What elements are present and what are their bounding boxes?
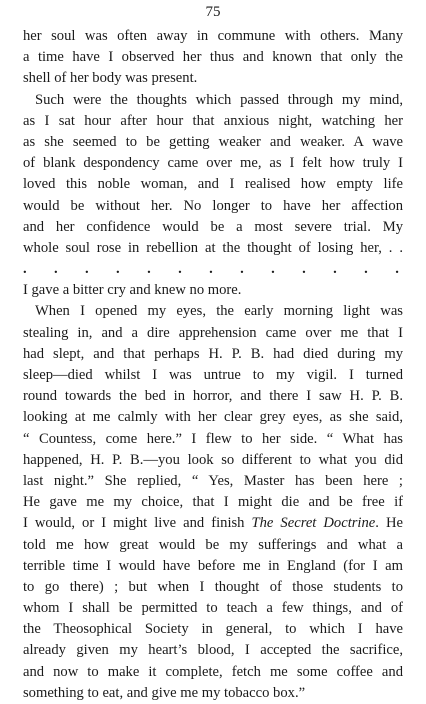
text-line: loved this noble woman, and I realised how empty life	[23, 176, 403, 193]
text-line: a time have I observed her thus and known that only the	[23, 49, 403, 66]
ellipsis-dot: .	[364, 261, 368, 278]
text-line: shell of her body was present.	[23, 70, 198, 87]
text-span: . He	[375, 515, 403, 532]
text-line: terrible time I would have before me in England (for I am	[23, 557, 403, 574]
ellipsis-dot: .	[54, 261, 58, 278]
ellipsis-dot: .	[271, 261, 275, 278]
text-line: to go there) ; but when I thought of those students to	[23, 578, 403, 595]
ellipsis-dot: .	[395, 261, 399, 278]
text-line: Such were the thoughts which passed through my mind,	[35, 91, 403, 108]
page-number: 75	[205, 4, 221, 20]
text-line: as I sat hour after hour that anxious night, watching her	[23, 112, 403, 129]
text-line: something to eat, and give me my tobacco box.”	[23, 684, 306, 701]
text-line: and her confidence would be a most severe trial. My	[23, 218, 403, 235]
book-title: The Secret Doctrine	[251, 515, 376, 532]
text-line: the Theosophical Society in general, to which I have	[23, 621, 403, 638]
text-line: When I opened my eyes, the early morning light was	[35, 303, 403, 320]
text-line: of blank despondency came over me, as I felt how truly I	[23, 155, 403, 172]
ellipsis-row	[23, 259, 403, 280]
text-line: told me how great would be my sufferings and what a	[23, 536, 403, 553]
ellipsis-dot: .	[333, 261, 337, 278]
text-line: already given my heart’s blood, I accepted the sacrifice,	[23, 642, 403, 659]
text-line: whole soul rose in rebellion at the thought of losing her, . .	[23, 239, 403, 256]
text-line: looking at me calmly with her clear grey eyes, as she said,	[23, 409, 403, 426]
text-line: stealing in, and a dire apprehension came over me that I	[23, 324, 403, 341]
text-line-with-title	[23, 513, 403, 534]
text-line: had slept, and that perhaps H. P. B. had died during my	[23, 345, 403, 362]
text-line: round towards the bed in horror, and there I saw H. P. B.	[23, 388, 403, 405]
text-line: last night.” She replied, “ Yes, Master has been here ;	[23, 472, 403, 489]
ellipsis-dot: .	[302, 261, 306, 278]
text-line: as she seemed to be getting weaker and weaker. A wave	[23, 133, 403, 150]
ellipsis-dot: .	[23, 261, 27, 278]
text-line: whom I shall be permitted to teach a few things, and of	[23, 600, 403, 617]
body-text	[23, 26, 403, 704]
ellipsis-dot: .	[85, 261, 89, 278]
text-line: happened, H. P. B.—you look so different to what you did	[23, 451, 403, 468]
text-span: I would, or I might live and finish	[23, 515, 245, 532]
text-line: “ Countess, come here.” I flew to her side. “ What has	[23, 430, 403, 447]
ellipsis-dot: .	[240, 261, 244, 278]
ellipsis-dot: .	[178, 261, 182, 278]
text-line: would be without her. No longer to have her affection	[23, 197, 403, 214]
ellipsis-dot: .	[147, 261, 151, 278]
text-line: and now to make it complete, fetch me some coffee and	[23, 663, 403, 680]
text-line: I gave a bitter cry and knew no more.	[23, 282, 242, 299]
ellipsis-dot: .	[209, 261, 213, 278]
ellipsis-dot: .	[116, 261, 120, 278]
text-line: sleep—died whilst I was untrue to my vigil. I turned	[23, 367, 403, 383]
text-line: He gave me my choice, that I might die and be free if	[23, 494, 403, 511]
text-line: her soul was often away in commune with others. Many	[23, 28, 403, 44]
